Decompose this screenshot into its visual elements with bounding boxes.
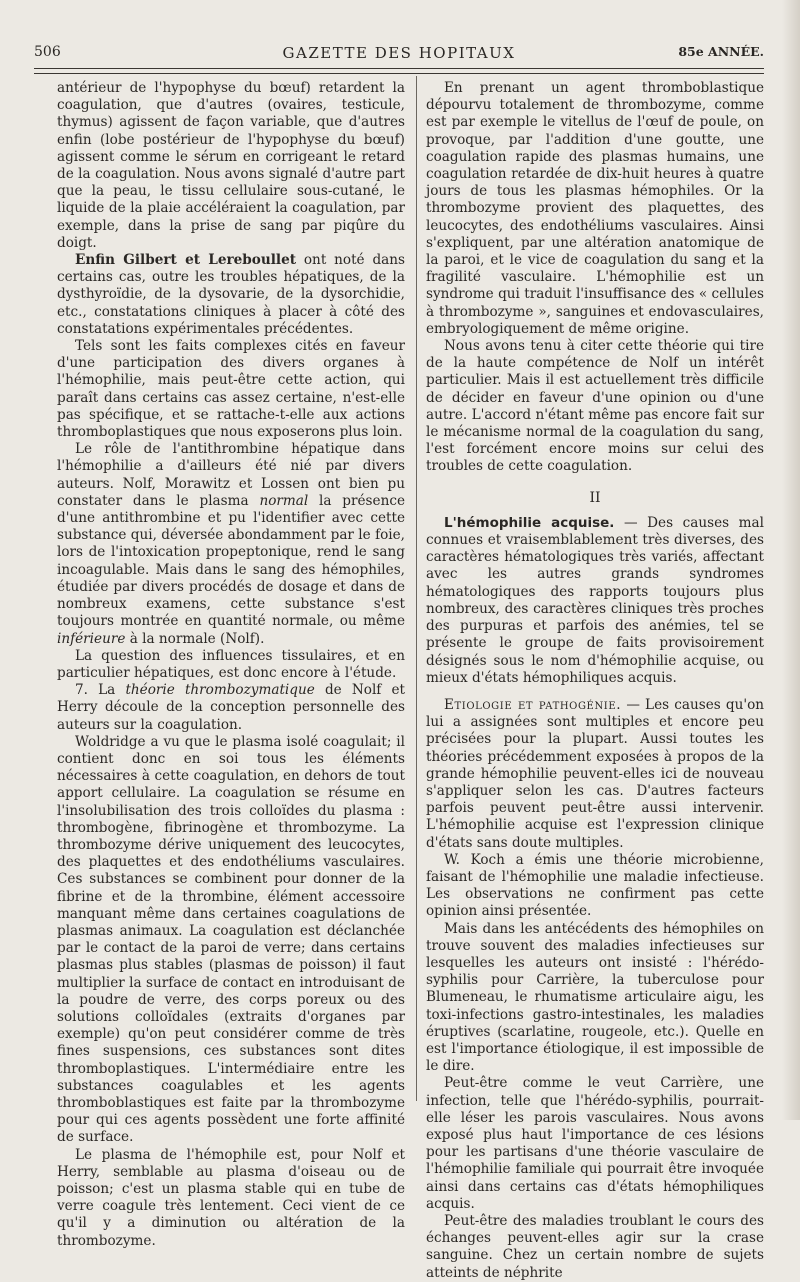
paragraph [57, 441, 405, 647]
paragraph: Tels sont les faits complexes cités en faveur d'une participation des divers organes à l'hémophilie, mais peut-être cette action, qui paraît dans certains cas assez certaine, n'est-elle pas spécifique, et se rattache-t-elle aux actions thromboplastiques que nous exposerons plus loin. [57, 338, 405, 441]
header-rule-thin [34, 73, 764, 74]
emphasis: normal [259, 492, 309, 509]
paragraph-text: — Des causes mal connues et vraisemblablement très diverses, des caractères hématologiques très variés, affectant avec les autres grands syndromes hématologiques des rapports toujours plus nombreux, des caractères cliniques très proches des purpuras et parfois des anémies, tel se présente le groupe de faits provisoirement désignés sous le nom d'hémophilie acquise, ou mieux d'états hémophiliques acquis. [426, 514, 764, 686]
paragraph [426, 697, 764, 852]
paragraph [426, 515, 764, 687]
emphasis: inférieure [57, 630, 126, 647]
paragraph-text: — Les causes qu'on lui a assignées sont multiples et encore peu précisées pour la plupart. Aussi toutes les théories précédemment exposées à propos de la grande hémophilie peuvent-elles ici de nouveau s'appliquer selon les cas. D'autres facteurs parfois peuvent peut-être aussi intervenir. L'hémophilie acquise est l'expression clinique d'états sans doute multiples. [426, 696, 765, 851]
paragraph: Nous avons tenu à citer cette théorie qui tire de la haute compétence de Nolf un intérêt particulier. Mais il est actuellement très difficile de décider en faveur d'une opinion ou d'une autre. L'accord n'étant même pas encore fait sur le mécanisme normal de la coagulation du sang, l'est forcément encore moins sur celui des troubles de cette coagulation. [426, 338, 764, 475]
paragraph [57, 682, 405, 734]
section-heading: L'hémophilie acquise. [444, 514, 615, 531]
paragraph: En prenant un agent thromboblastique dépourvu totalement de thrombozyme, comme est par exemple le vitellus de l'œuf de poule, on provoque, par l'addition d'une goutte, une coagulation rapide des plasmas humains, une coagulation retardée de dix-huit heures à quatre jours de tous les plasmas hémophiles. Or la thrombozyme provient des plaquettes, des leucocytes, des endothéliums vasculaires. Ainsi s'expliquent, par une altération anatomique de la paroi, et le vice de coagulation du sang et la fragilité vasculaire. L'hémophilie est un syndrome qui traduit l'insuffisance des « cellules à thrombozyme », sanguines et endovasculaires, embryologiquement de même origine. [426, 80, 764, 337]
paragraph: Mais dans les antécédents des hémophiles on trouve souvent des maladies infectieuses sur lesquelles les auteurs ont insisté : l'hérédo-syphilis pour Carrière, la tuberculose pour Blumeneau, le rhumatisme articulaire aigu, les toxi-infections gastro-intestinales, les maladies éruptives (scarlatine, rougeole, etc.). Quelle en est l'importance étiologique, il est impossible de le dire. [426, 920, 764, 1075]
paragraph-text: Le rôle de l'antithrombine hépatique dans l'hémophilie a d'ailleurs été nié par divers auteurs. Nolf, Morawitz et Lossen ont bien pu constater dans le plasma [57, 441, 405, 509]
paragraph-text: ont noté dans certains cas, outre les troubles hépatiques, de la dysthyroïdie, de la dysovarie, de la dysorchidie, etc., constatations cliniques à placer à côté des constatations expérimentales précédentes. [57, 252, 405, 337]
journal-title: GAZETTE DES HOPITAUX [282, 44, 516, 62]
paragraph-text: à la normale (Nolf). [125, 630, 265, 647]
page-edge-shadow [782, 0, 800, 1120]
paragraph: Peut-être comme le veut Carrière, une infection, telle que l'hérédo-syphilis, pourrait-elle léser les parois vasculaires. Nous avons exposé plus haut l'importance de ces lésions pour les partisans d'une théorie vasculaire de l'hémophilie familiale qui pourrait être invoquée ainsi dans certains cas d'états hémophiliques acquis. [426, 1075, 764, 1212]
paragraph: antérieur de l'hypophyse du bœuf) retardent la coagulation, que d'autres (ovaires, testicule, thymus) agissent de façon variable, que d'autres enfin (lobe postérieur de l'hypophyse du bœuf) agissent comme le sérum en corrigeant le retard de la coagulation. Nous avons signalé d'autre part que la peau, le tissu cellulaire sous-cutané, le liquide de la plaie accéléraient la coagulation, par exemple, dans la prise de sang par piqûre du doigt. [57, 80, 405, 251]
paragraph: W. Koch a émis une théorie microbienne, faisant de l'hémophilie une maladie infectieuse. Les observations ne confirment pas cette opinion ainsi présentée. [426, 851, 764, 920]
paragraph-text: 7. La [75, 682, 126, 699]
subsection-heading: Etiologie et pathogénie. [444, 696, 622, 713]
paragraph-text: de Nolf et Herry découle de la conception personnelle des auteurs sur la coagulation. [57, 682, 405, 733]
paragraph-text: la présence d'une antithrombine et pu l'identifier avec cette substance qui, déversée abondamment par le foie, lors de l'intoxication propeptonique, rend le sang incoagulable. Mais dans le sang des hémophiles, étudiée par divers procédés de dosage et dans de nombreux examens, cette substance s'est toujours montrée en quantité normale, ou même [57, 492, 405, 630]
page-number: 506 [34, 44, 61, 60]
paragraph: Woldridge a vu que le plasma isolé coagulait; il contient donc en soi tous les éléments nécessaires à cette coagulation, en dehors de tout apport cellulaire. La coagulation se résume en l'insolubilisation des trois colloïdes du plasma : thrombogène, fibrinogène et thrombozyme. La thrombozyme dérive uniquement des leucocytes, des plaquettes et des endothéliums vasculaires. Ces substances se combinent pour donner de la fibrine et de la thrombine, élément accessoire manquant même dans certaines coagulations de plasmas animaux. La coagulation est déclanchée par le contact de la paroi de verre; dans certains plasmas plus stables (plasmas de poisson) il faut multiplier la surface de contact en introduisant de la poudre de verre, des corps poreux ou des solutions colloïdales (extraits d'organes par exemple) qu'on peut considérer comme de très fines suspensions, ces substances sont dites thromboplastiques. L'intermédiaire entre les substances coagulables et les agents thromboblastiques est faite par la thrombozyme pour qui ces agents possèdent une forte affinité de surface. [57, 733, 405, 1146]
column-divider [416, 76, 417, 1101]
paragraph: La question des influences tissulaires, et en particulier hépatiques, est donc encore à l'étude. [57, 647, 405, 681]
paragraph: Le plasma de l'hémophile est, pour Nolf et Herry, semblable au plasma d'oiseau ou de poisson; c'est un plasma stable qui en tube de verre coagule très lentement. Ceci vient de ce qu'il y a diminution ou altération de la thrombozyme. [57, 1146, 405, 1249]
section-number: II [589, 489, 601, 506]
paragraph [57, 252, 405, 338]
header-rule-thick [34, 68, 764, 69]
volume-year: 85e ANNÉE. [678, 44, 764, 59]
running-header [34, 44, 764, 66]
author-names: Enfin Gilbert et Lereboullet [75, 252, 297, 269]
left-column [57, 80, 405, 1250]
paragraph: Peut-être des maladies troublant le cours des échanges peuvent-elles agir sur la crase sanguine. Chez un certain nombre de sujets atteints de néphrite [426, 1213, 764, 1281]
right-column [426, 80, 764, 1282]
section-title-italic: théorie thrombozymatique [125, 682, 315, 699]
